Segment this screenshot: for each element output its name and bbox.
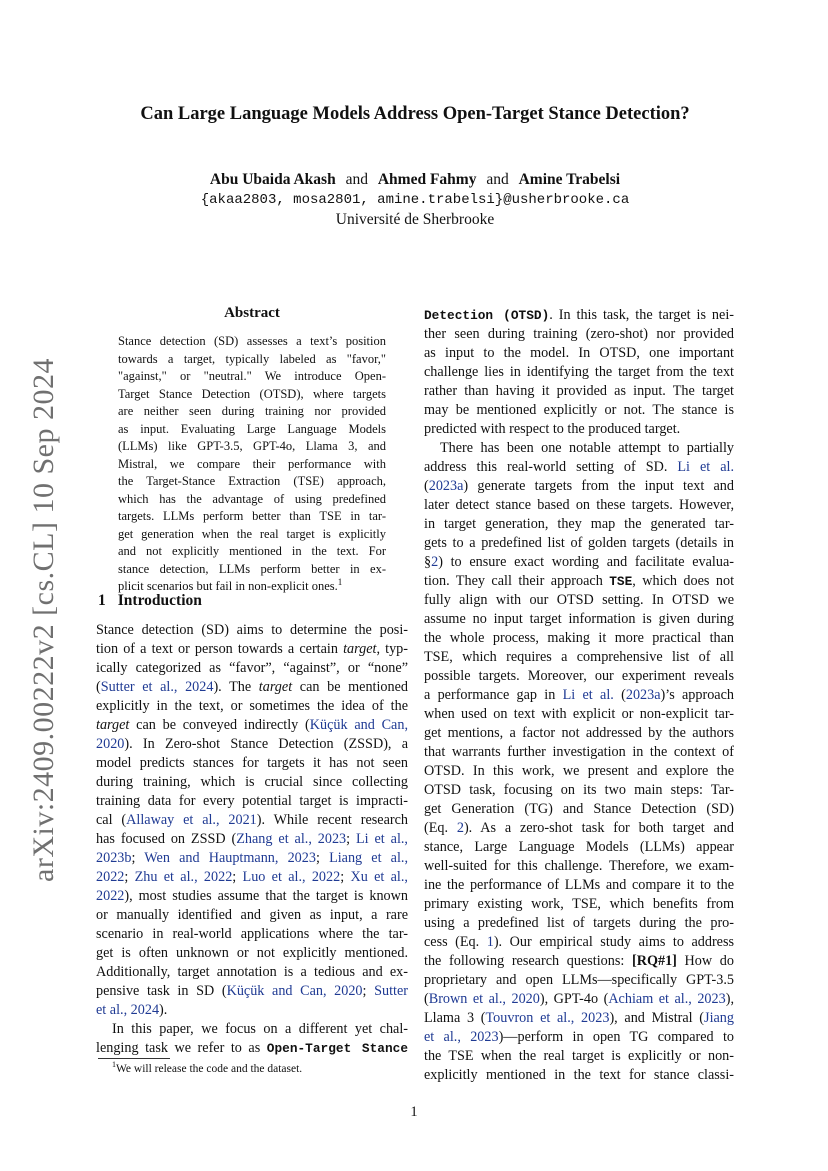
text-line: has focused on ZSSD (Zhang et al., 2023; Li et al.,	[96, 831, 408, 847]
citation-link[interactable]: Touvron et al., 2023	[485, 1010, 610, 1026]
citation-link[interactable]: Zhu et al., 2022	[134, 869, 233, 885]
author-affiliation: Université de Sherbrooke	[335, 211, 495, 228]
text-line: the TSE when the real target is explicitly or non-	[424, 1048, 734, 1064]
text-line: possible targets. Moreover, our experiment reveals	[424, 668, 734, 684]
text-line: There has been one notable attempt to partially	[440, 440, 734, 456]
abstract-line: Target Stance Detection (OTSD), where targets	[118, 386, 386, 401]
citation-link[interactable]: Jiang	[704, 1010, 734, 1026]
text-line: Llama 3 (Touvron et al., 2023), and Mistral (Jiang	[424, 1010, 734, 1026]
emphasis: target	[96, 717, 130, 733]
citation-link[interactable]: 2023b	[96, 850, 132, 866]
text-line: 2022), most studies assume that the target is known	[96, 888, 408, 904]
text-line: gets to a predefined list of golden targets (details in	[424, 535, 734, 551]
text-line: address this real-world setting of SD. Li et al.	[424, 459, 734, 475]
abstract-body	[118, 333, 386, 596]
section-title: Introduction	[117, 592, 202, 609]
text-line: (Eq. 2). As a zero-shot task for both target and	[424, 820, 734, 836]
author-separator: and	[345, 171, 368, 188]
text-line: assume no input target information is given during	[424, 611, 734, 627]
author-names	[60, 170, 770, 190]
citation-link[interactable]: Achiam et al., 2023	[608, 991, 726, 1007]
abstract-line: Stance detection (SD) assesses a text’s position	[118, 334, 386, 348]
author-3: Amine Trabelsi	[518, 171, 621, 188]
text-line: target can be conveyed indirectly (Küçük and Can,	[96, 717, 408, 733]
footnote-text: We will release the code and the dataset.	[116, 1063, 303, 1075]
page-number: 1	[410, 1104, 418, 1120]
code-term: Detection (OTSD)	[424, 308, 550, 323]
text-line: later detect stance based on these targets. However,	[424, 497, 734, 513]
research-question-label: [RQ#1]	[631, 953, 677, 969]
text-line: during training, which is crucial since collecting	[96, 774, 408, 790]
text-line: (Brown et al., 2020), GPT-4o (Achiam et al., 2023),	[424, 991, 734, 1007]
section-number: 1	[98, 592, 106, 609]
citation-link[interactable]: 1	[486, 934, 494, 950]
text-line: cess (Eq. 1). Our empirical study aims to address	[424, 934, 734, 950]
text-line: rather than having it provided as input. The target	[424, 383, 734, 399]
citation-link[interactable]: 2022	[96, 869, 125, 885]
text-line: proprietary and open LLMs—specifically GPT-3.5	[424, 972, 734, 988]
section-heading-introduction	[98, 592, 202, 610]
citation-link[interactable]: 2	[456, 820, 464, 836]
intro-right-paragraph-1	[424, 306, 734, 439]
text-line: a performance gap in Li et al. (2023a)’s approach	[424, 687, 734, 703]
author-separator: and	[486, 171, 509, 188]
paper-title: Can Large Language Models Address Open-Target Stance Detection?	[140, 104, 690, 124]
text-line: in target generation, they map the generated tar-	[424, 516, 734, 532]
text-line: §2) to ensure exact wording and facilitate evalua-	[424, 554, 734, 570]
author-emails[interactable]: {akaa2803, mosa2801, amine.trabelsi}@usherbrooke.ca	[200, 192, 630, 208]
citation-link[interactable]: Liang et al.,	[329, 850, 408, 866]
footnote-ref[interactable]: 1	[337, 576, 343, 587]
abstract-line: which has the advantage of using predefined	[118, 491, 386, 506]
citation-link[interactable]: Sutter et al., 2024	[100, 679, 214, 695]
text-line: (2023a) generate targets from the input text and	[424, 478, 734, 494]
citation-link[interactable]: Küçük and Can, 2020	[226, 983, 363, 999]
abstract-line: targets. LLMs perform better than TSE in tar-	[118, 509, 386, 523]
text-line: tion of a text or person towards a certain target, typ-	[96, 641, 408, 657]
citation-link[interactable]: 2	[431, 554, 439, 570]
citation-link[interactable]: Brown et al., 2020	[428, 991, 540, 1007]
emphasis: target	[258, 679, 293, 695]
text-line: 2022; Zhu et al., 2022; Luo et al., 2022; Xu et al.,	[96, 869, 408, 885]
text-line: OTSD task, focusing on its two main steps: Tar-	[424, 782, 734, 798]
text-line: explicitly mentioned in the text for stance classi-	[424, 1067, 734, 1083]
emphasis: target	[343, 641, 377, 657]
citation-link[interactable]: Li et al.	[562, 687, 614, 703]
citation-link[interactable]: Luo et al., 2022	[242, 869, 341, 885]
abstract-line: stance detection, LLMs perform better in ex-	[118, 561, 386, 576]
intro-paragraph-1	[96, 621, 408, 1020]
abstract-line: towards a target, typically labeled as "favor,"	[118, 351, 386, 366]
abstract-heading: Abstract	[224, 305, 280, 321]
intro-left-column	[96, 621, 408, 1058]
text-line: scenario in real-world applications where the tar-	[96, 926, 408, 942]
text-line: stance, Large Language Models (LLMs) appear	[424, 839, 734, 855]
text-line: that warrants further investigation in the context of	[424, 744, 734, 760]
text-line: Additionally, target annotation is a tedious and ex-	[96, 964, 408, 980]
citation-link[interactable]: Xu et al.,	[350, 869, 408, 885]
citation-link[interactable]: 2023a	[428, 478, 464, 494]
abstract-line: as input. Evaluating Large Language Models	[118, 421, 386, 436]
text-line: fully align with our OTSD setting. In OTSD we	[424, 592, 734, 608]
text-line: cal (Allaway et al., 2021). While recent research	[96, 812, 408, 828]
text-line: get mentions, a factor not addressed by the authors	[424, 725, 734, 741]
author-block	[60, 170, 770, 230]
citation-link[interactable]: et al., 2023	[424, 1029, 499, 1045]
abstract-line: "against," or "neutral." We introduce Open-	[118, 369, 386, 383]
citation-link[interactable]: Küçük and Can,	[309, 717, 408, 733]
text-line: (Sutter et al., 2024). The target can be mentioned	[96, 679, 408, 695]
text-line: OTSD. In this work, we present and explore the	[424, 763, 734, 779]
footnote-mark: 1	[112, 1060, 116, 1070]
text-line: using a predefined list of targets during the pro-	[424, 915, 734, 931]
text-line: pensive task in SD (Küçük and Can, 2020; Sutter	[96, 983, 408, 999]
text-line: primary existing work, TSE, which benefits from	[424, 896, 734, 912]
text-line: tion. They call their approach TSE, which does not	[424, 573, 734, 589]
text-line: 2020). In Zero-shot Stance Detection (ZSSD), a	[96, 736, 408, 752]
citation-link[interactable]: Li et al.,	[356, 831, 408, 847]
citation-link[interactable]: Allaway et al., 2021	[126, 812, 257, 828]
abstract-line: and not explicitly mentioned in the text. For	[118, 544, 386, 558]
text-line: well-suited for this challenge. Therefore, we exam-	[424, 858, 734, 874]
text-line: Stance detection (SD) aims to determine the posi-	[96, 622, 408, 638]
footnote	[112, 1060, 303, 1075]
text-line: predicted with respect to the produced target.	[424, 421, 681, 437]
arxiv-identifier: arXiv:2409.00222v2 [cs.CL] 10 Sep 2024	[27, 358, 60, 882]
citation-link[interactable]: Li et al.	[677, 459, 734, 475]
citation-link[interactable]: Wen and Hauptmann, 2023	[144, 850, 316, 866]
abstract-line: Mistral, we compare their performance with	[118, 456, 386, 471]
text-line: ically categorized as “favor”, “against”, or “none”	[96, 660, 408, 676]
text-line: TSE, which requires a comprehensive list of all	[424, 649, 734, 665]
abstract-line: the Target-Stance Extraction (TSE) approach,	[118, 474, 386, 488]
intro-right-paragraph-2	[424, 439, 734, 1085]
text-line: the following research questions: [RQ#1] How do	[424, 953, 734, 969]
text-line: get is often unknown or not explicitly mentioned.	[96, 945, 408, 961]
citation-link[interactable]: 2020	[96, 736, 125, 752]
text-line: et al., 2023)—perform in open TG compared to	[424, 1029, 734, 1045]
text-line: lenging task we refer to as Open-Target Stance	[96, 1040, 408, 1056]
abstract-line: (LLMs) like GPT-3.5, GPT-4o, Llama 3, and	[118, 439, 386, 453]
citation-link[interactable]: Sutter	[374, 983, 408, 999]
footnote-rule	[98, 1058, 170, 1059]
citation-link[interactable]: 2023a	[625, 687, 661, 703]
text-line: Detection (OTSD). In this task, the target is nei-	[424, 307, 734, 323]
text-line: may be mentioned explicitly or not. The stance is	[424, 402, 734, 418]
text-line: training data for every potential target is impracti-	[96, 793, 408, 809]
text-line: or manually identified and given as input, a rare	[96, 907, 408, 923]
text-line: model predicts stances for targets it has not seen	[96, 755, 408, 771]
abstract-line: are neither seen during training nor provided	[118, 404, 386, 418]
text-line: 2023b; Wen and Hauptmann, 2023; Liang et al.,	[96, 850, 408, 866]
text-line: explicitly in the text, or sometimes the idea of the	[96, 698, 408, 714]
text-line: when used on text with explicit or non-explicit tar-	[424, 706, 734, 722]
text-line: et al., 2024).	[96, 1002, 168, 1018]
author-2: Ahmed Fahmy	[377, 171, 477, 188]
text-line: challenge lies in identifying the target from the text	[424, 364, 734, 380]
text-line: get Generation (TG) and Stance Detection (SD)	[424, 801, 734, 817]
text-line: ine the performance of LLMs and compare it to the	[424, 877, 734, 893]
citation-link[interactable]: Zhang et al., 2023	[236, 831, 347, 847]
text-line: as input to the model. In OTSD, one important	[424, 345, 734, 361]
code-term: TSE	[609, 574, 633, 589]
abstract-line: plicit scenarios but fail in non-explicit ones.$^1$	[118, 576, 343, 593]
text-line: In this paper, we focus on a different yet chal-	[112, 1021, 408, 1037]
citation-link[interactable]: et al., 2024	[96, 1002, 160, 1018]
text-line: ther seen during training (zero-shot) nor provided	[424, 326, 734, 342]
code-term: Open-Target Stance	[266, 1041, 408, 1056]
citation-link[interactable]: 2022	[96, 888, 125, 904]
arxiv-sidebar-stamp	[14, 360, 74, 880]
abstract-line: get generation when the real target is explicitly	[118, 526, 386, 541]
intro-right-column	[424, 306, 734, 1085]
intro-paragraph-2	[96, 1020, 408, 1058]
author-1: Abu Ubaida Akash	[209, 171, 336, 188]
text-line: the whole process, making it more practical than	[424, 630, 734, 646]
